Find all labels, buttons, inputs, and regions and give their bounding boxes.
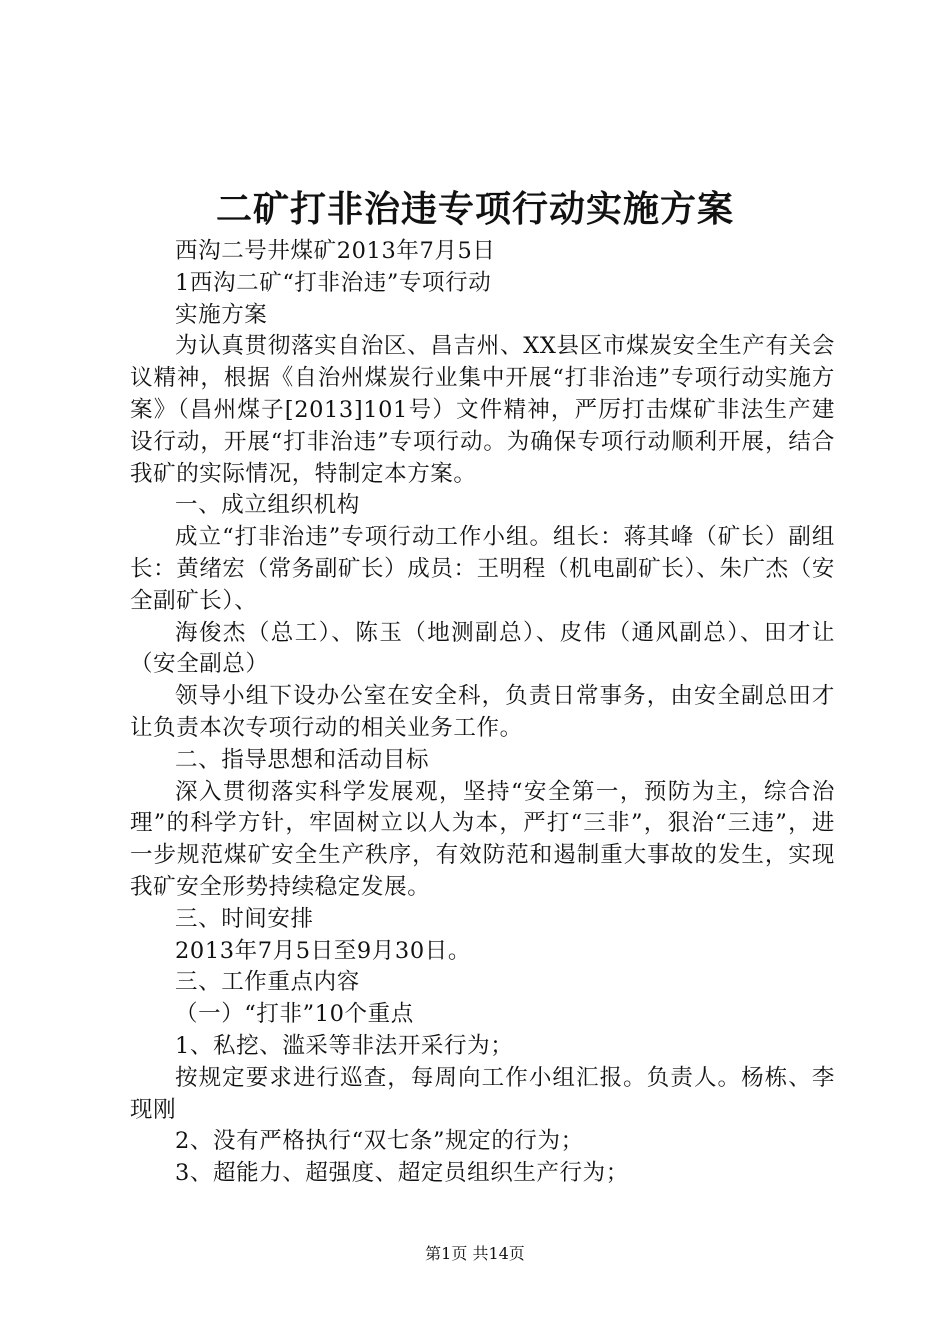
paragraph-subtitle-line2: 实施方案 [175, 301, 268, 328]
section-heading-guidance: 二、指导思想和活动目标 [175, 746, 430, 773]
paragraph-guidance: 深入贯彻落实科学发展观，坚持“安全第一，预防为主，综合治理”的科学方针，牢固树立以人为本，严打“三非”，狠治“三违”，进一步规范煤矿安全生产秩序，有效防范和遏制重大事故的发生，实现我矿安全形势持续稳定发展。 [130, 778, 835, 900]
list-item-1: 1、私挖、滥采等非法开采行为； [175, 1032, 514, 1059]
paragraph-team-members: 成立“打非治违”专项行动工作小组。组长：蒋其峰（矿长）副组长：黄绪宏（常务副矿长）成员：王明程（机电副矿长）、朱广杰（安全副矿长）、 [130, 524, 835, 614]
list-item-2: 2、没有严格执行“双七条”规定的行为； [175, 1128, 584, 1155]
page-number-footer: 第1页 共14页 [425, 1244, 525, 1263]
document-body [130, 236, 835, 1190]
paragraph-intro: 为认真贯彻落实自治区、昌吉州、XX县区市煤炭安全生产有关会议精神，根据《自治州煤炭行业集中开展“打非治违”专项行动实施方案》（昌州煤子[2013]101号）文件精神，严厉打击煤矿非法生产建设行动，开展“打非治违”专项行动。为确保专项行动顺利开展，结合我矿的实际情况，特制定本方案。 [130, 333, 835, 487]
list-item-3: 3、超能力、超强度、超定员组织生产行为； [175, 1160, 629, 1187]
paragraph-inspection: 按规定要求进行巡查，每周向工作小组汇报。负责人。杨栋、李现刚 [130, 1064, 835, 1123]
document-title: 二矿打非治违专项行动实施方案 [215, 188, 734, 230]
paragraph-schedule: 2013年7月5日至9月30日。 [175, 937, 471, 964]
paragraph-subtitle-line1: 1西沟二矿“打非治违”专项行动 [175, 269, 492, 296]
paragraph-team-members-continued: 海俊杰（总工）、陈玉（地测副总）、皮伟（通风副总）、田才让（安全副总） [130, 619, 835, 678]
section-heading-key-content: 三、工作重点内容 [175, 969, 360, 996]
section-heading-schedule: 三、时间安排 [175, 905, 314, 932]
paragraph-issuer-date: 西沟二号井煤矿2013年7月5日 [175, 238, 496, 264]
subsection-heading-key-points: （一）“打非”10个重点 [175, 1001, 414, 1028]
paragraph-office: 领导小组下设办公室在安全科，负责日常事务，由安全副总田才让负责本次专项行动的相关业务工作。 [130, 683, 835, 741]
section-heading-organization: 一、成立组织机构 [175, 492, 360, 519]
